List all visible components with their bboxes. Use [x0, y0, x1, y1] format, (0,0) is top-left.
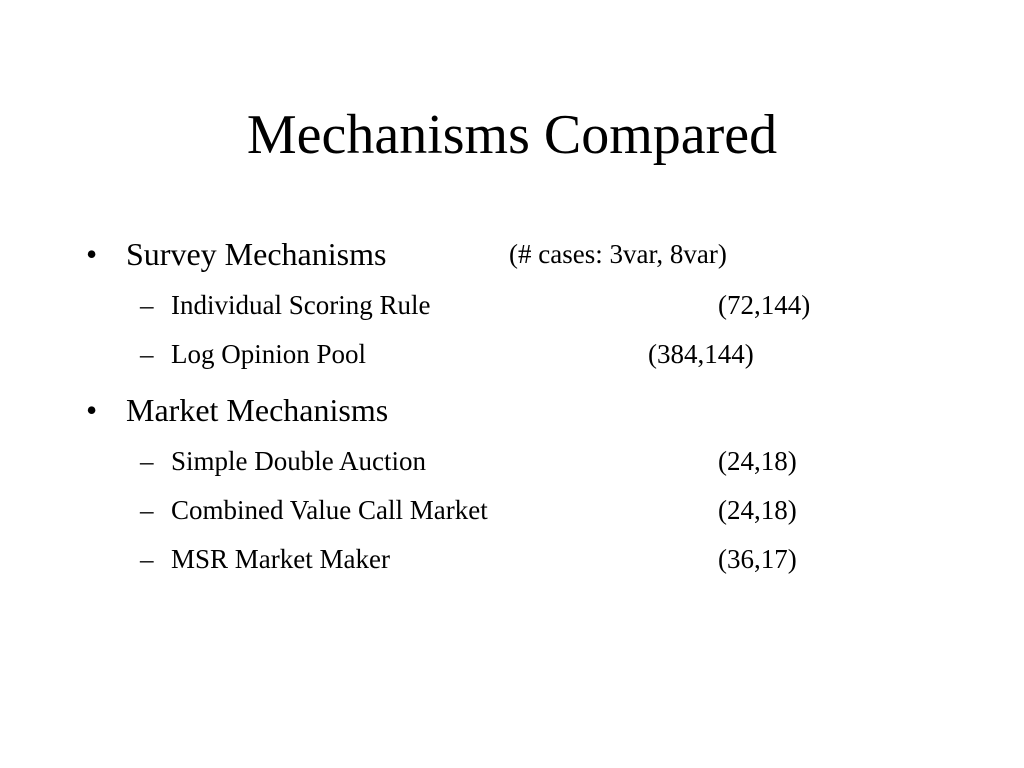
dash-icon: –	[140, 544, 154, 574]
bullet-icon: •	[86, 392, 98, 428]
dash-icon: –	[140, 339, 154, 369]
sub-item-label: Combined Value Call Market	[171, 495, 488, 525]
sub-item-label: Individual Scoring Rule	[171, 290, 431, 320]
bullet-label: Survey Mechanisms	[126, 236, 387, 272]
slide-title: Mechanisms Compared	[246, 104, 778, 166]
sub-item-value: (384,144)	[648, 339, 754, 369]
bullet-note: (# cases: 3var, 8var)	[509, 239, 727, 269]
dash-icon: –	[140, 290, 154, 320]
sub-item-label: Log Opinion Pool	[171, 339, 367, 369]
sub-item-value: (72,144)	[718, 290, 811, 320]
sub-item-label: Simple Double Auction	[171, 446, 426, 476]
sub-item-value: (24,18)	[718, 495, 797, 525]
sub-item-value: (24,18)	[718, 446, 797, 476]
bullet-label: Market Mechanisms	[126, 392, 389, 428]
dash-icon: –	[140, 446, 154, 476]
sub-item-value: (36,17)	[718, 544, 797, 574]
dash-icon: –	[140, 495, 154, 525]
sub-item-label: MSR Market Maker	[171, 544, 390, 574]
bullet-icon: •	[86, 236, 98, 272]
